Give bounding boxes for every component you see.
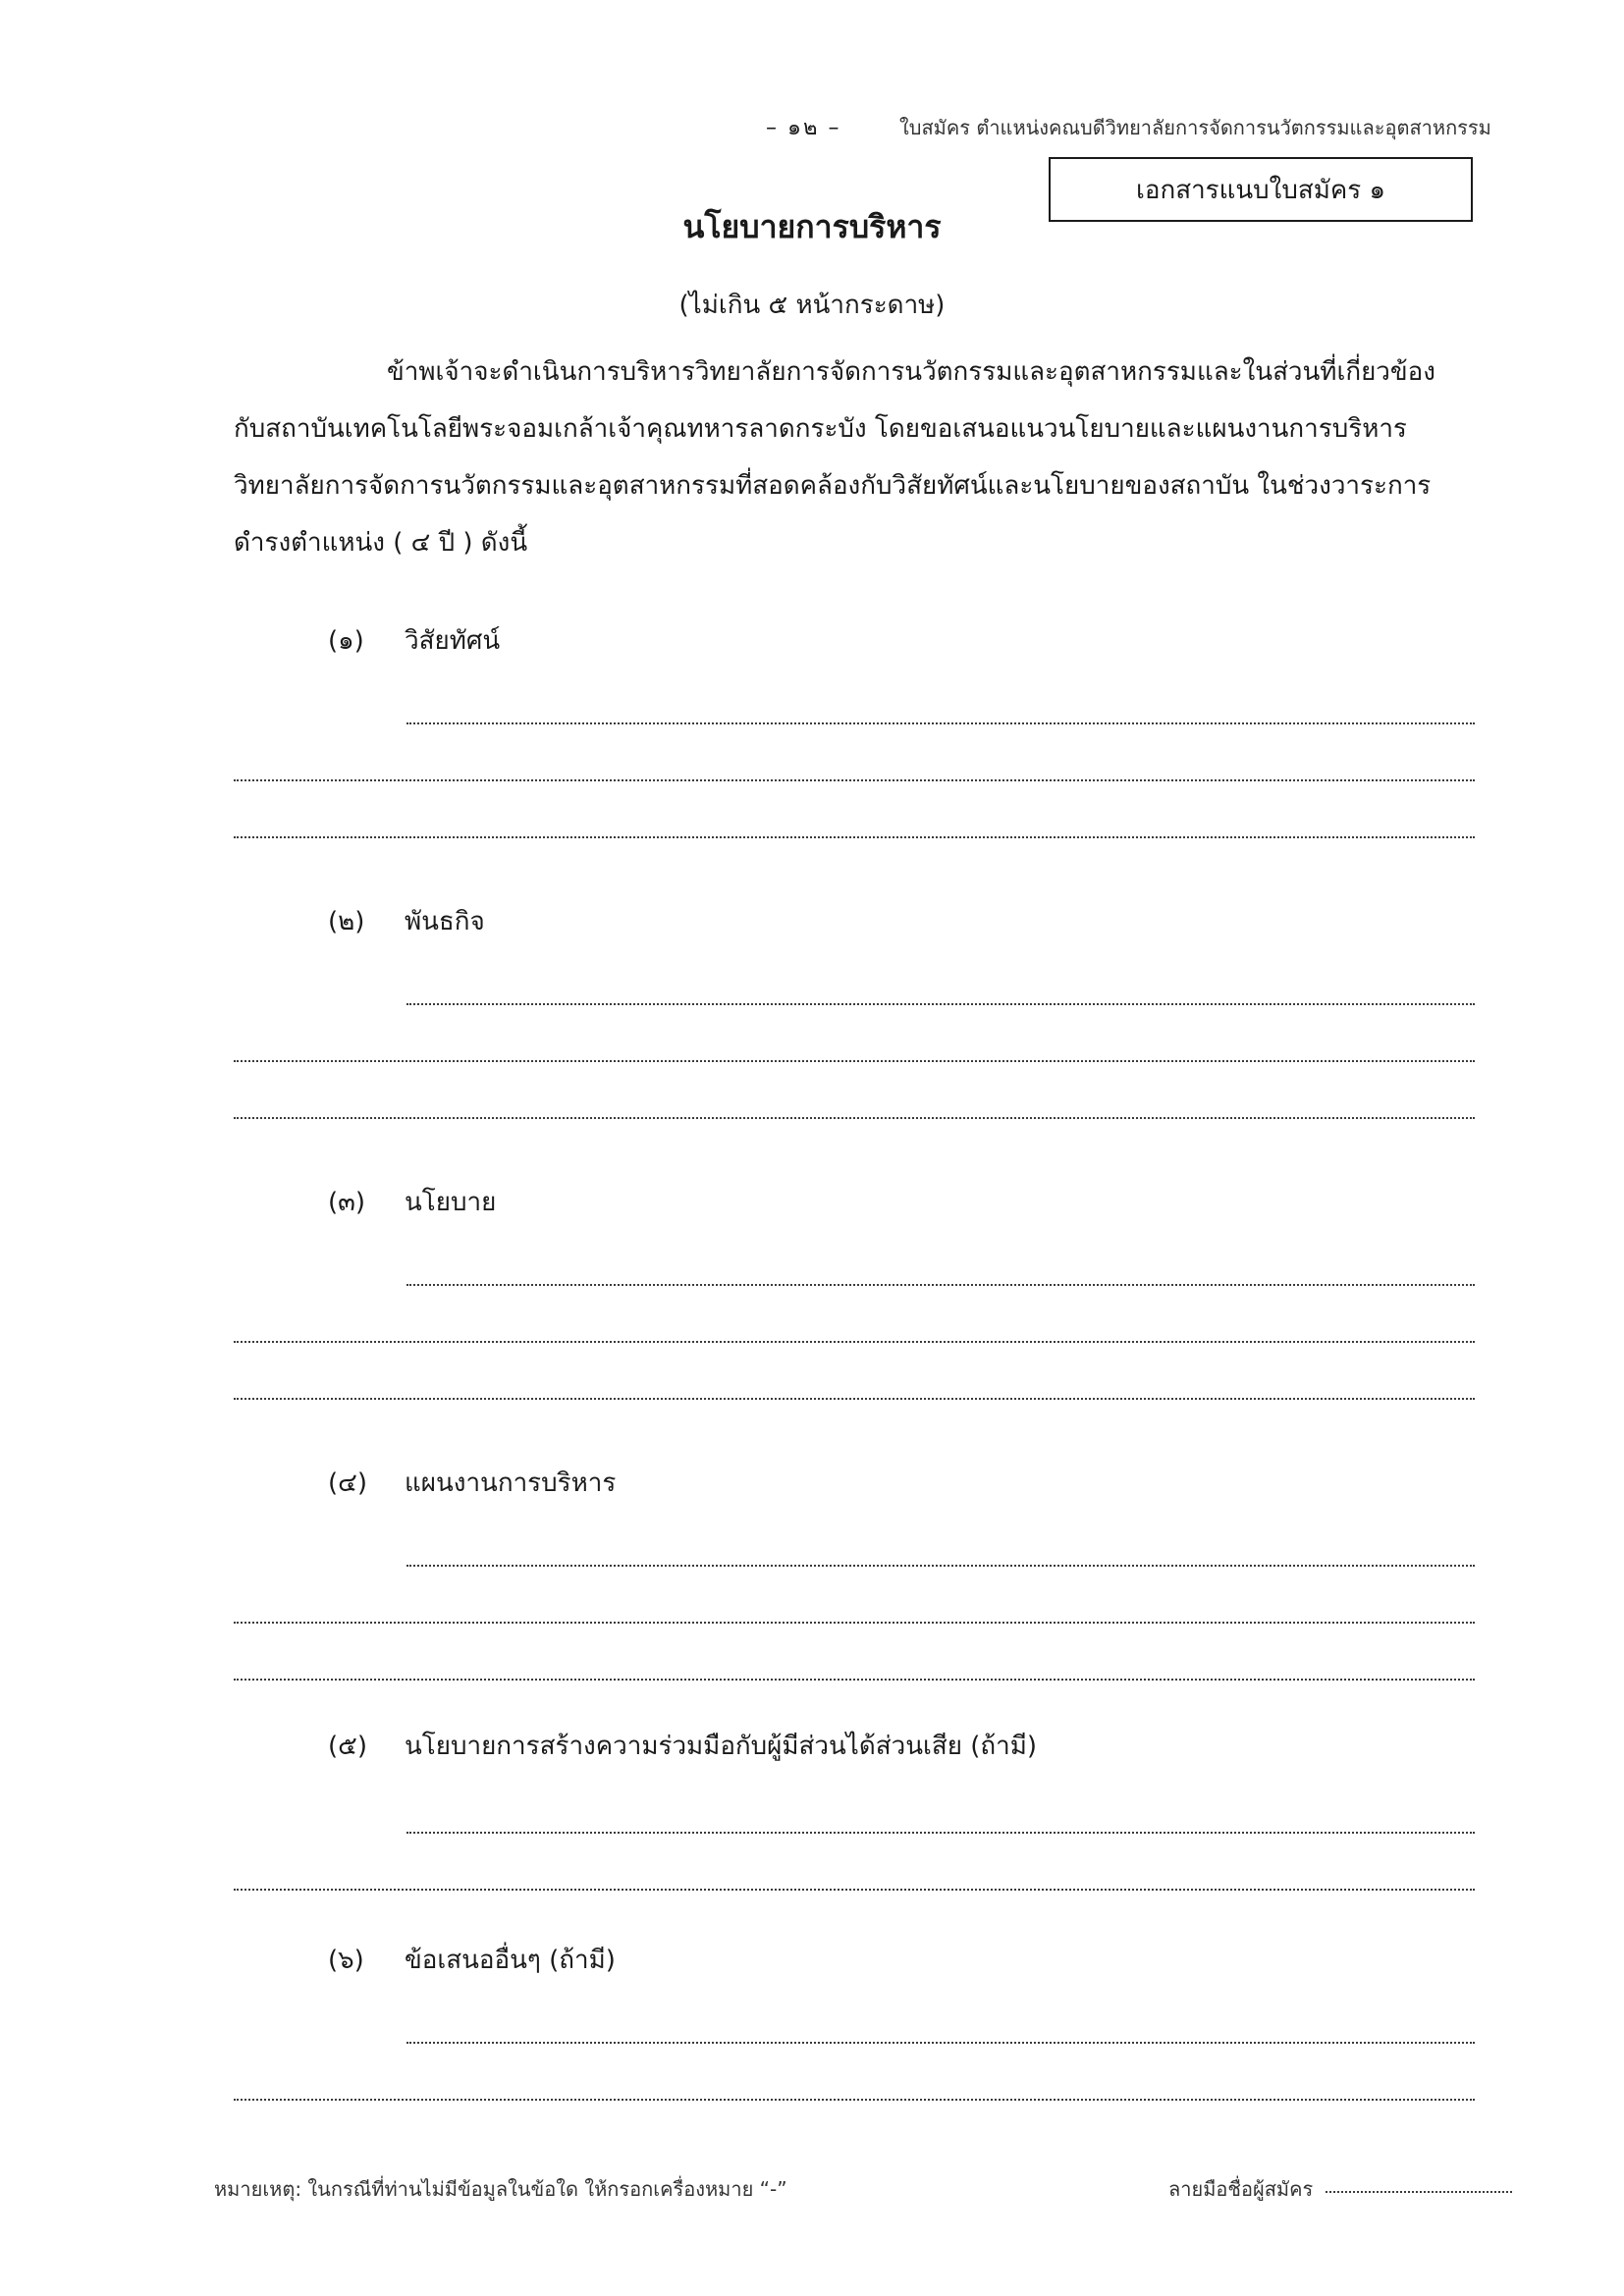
signature-line[interactable] <box>1326 2191 1512 2193</box>
section-title: ข้อเสนออื่นๆ (ถ้ามี) <box>405 1946 616 1975</box>
intro-line: ข้าพเจ้าจะดำเนินการบริหารวิทยาลัยการจัดการนวัตกรรมและอุตสาหกรรมและในส่วนที่เกี่ยวข้อง <box>387 357 1435 387</box>
fill-line[interactable] <box>234 1889 1475 1891</box>
fill-line[interactable] <box>406 2042 1475 2044</box>
section-number: (๓) <box>328 1188 366 1217</box>
section-number: (๖) <box>328 1946 364 1975</box>
fill-line[interactable] <box>234 1398 1475 1400</box>
fill-line[interactable] <box>406 1284 1475 1286</box>
fill-line[interactable] <box>234 1679 1475 1681</box>
fill-line[interactable] <box>234 1622 1475 1624</box>
section-title: แผนงานการบริหาร <box>405 1468 617 1498</box>
section-number: (๒) <box>328 907 365 936</box>
fill-line[interactable] <box>406 1003 1475 1005</box>
attachment-label: เอกสารแนบใบสมัคร ๑ <box>1135 175 1386 205</box>
fill-line[interactable] <box>234 779 1475 781</box>
fill-line[interactable] <box>234 1341 1475 1343</box>
header-title: ใบสมัคร ตำแหน่งคณบดีวิทยาลัยการจัดการนวัตกรรมและอุตสาหกรรม <box>899 116 1491 139</box>
intro-line: ดำรงตำแหน่ง ( ๔ ปี ) ดังนี้ <box>234 528 528 558</box>
fill-line[interactable] <box>234 2099 1475 2101</box>
signature-label: ลายมือชื่อผู้สมัคร <box>1168 2177 1314 2201</box>
section-title: นโยบายการสร้างความร่วมมือกับผู้มีส่วนได้ส่วนเสีย (ถ้ามี) <box>405 1732 1038 1761</box>
page-number: – ๑๒ – <box>766 116 841 140</box>
section-number: (๔) <box>328 1468 367 1498</box>
section-title: นโยบาย <box>405 1188 497 1217</box>
section-number: (๕) <box>328 1732 367 1761</box>
intro-paragraph <box>234 344 1475 571</box>
fill-line[interactable] <box>234 1060 1475 1062</box>
intro-line: วิทยาลัยการจัดการนวัตกรรมและอุตสาหกรรมที่สอดคล้องกับวิสัยทัศน์และนโยบายของสถาบัน ในช่วงวาระการ <box>234 471 1432 501</box>
fill-line[interactable] <box>406 722 1475 724</box>
section-title: วิสัยทัศน์ <box>405 626 501 656</box>
footer-note: หมายเหตุ: ในกรณีที่ท่านไม่มีข้อมูลในข้อใด ให้กรอกเครื่องหมาย “-” <box>214 2177 787 2201</box>
section-number: (๑) <box>328 626 364 656</box>
fill-line[interactable] <box>406 1832 1475 1834</box>
fill-line[interactable] <box>234 836 1475 838</box>
section-title: พันธกิจ <box>405 907 485 936</box>
fill-line[interactable] <box>406 1565 1475 1567</box>
fill-line[interactable] <box>234 1117 1475 1119</box>
document-title: นโยบายการบริหาร <box>682 208 942 245</box>
document-subtitle: (ไม่เกิน ๕ หน้ากระดาษ) <box>678 291 946 320</box>
intro-line: กับสถาบันเทคโนโลยีพระจอมเกล้าเจ้าคุณทหารลาดกระบัง โดยขอเสนอแนวนโยบายและแผนงานการบริหาร <box>234 414 1407 444</box>
